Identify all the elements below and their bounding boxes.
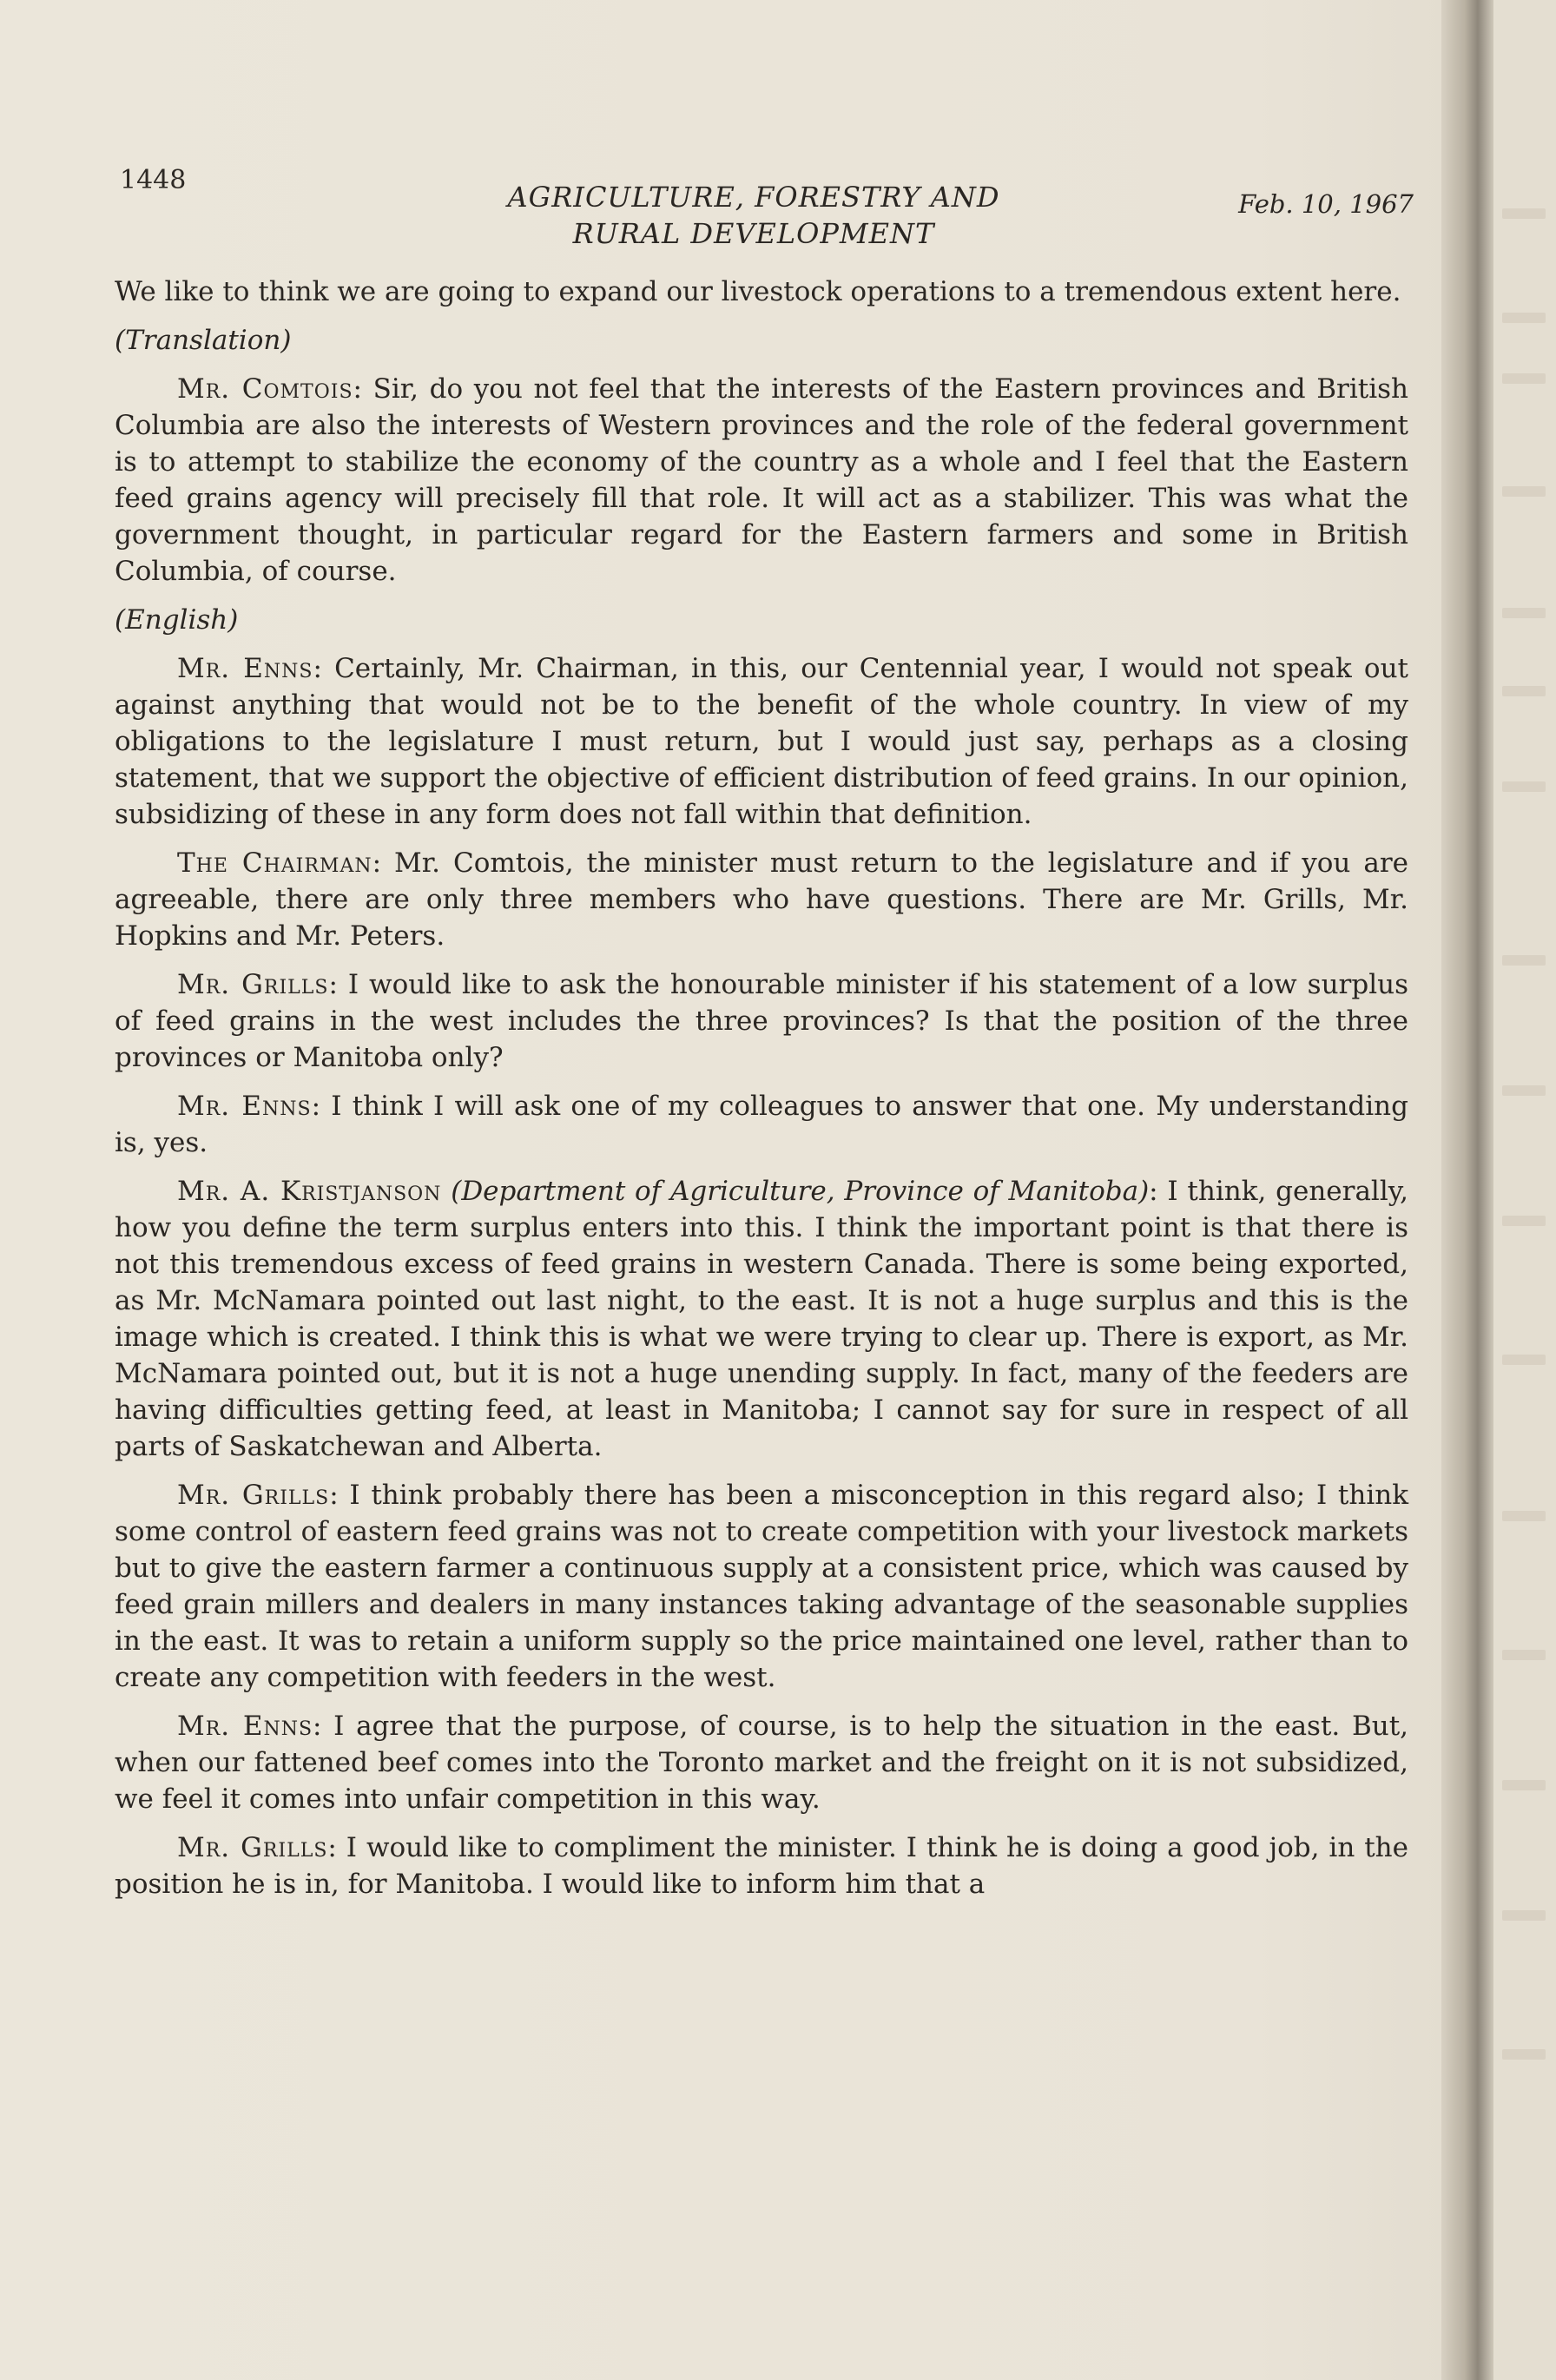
paragraph [115,845,1408,954]
paragraph [115,650,1408,833]
paragraph [115,1708,1408,1817]
running-title [485,179,1023,252]
page-number: 1448 [120,165,187,195]
paragraph [115,966,1408,1076]
book-gutter-shadow [1441,0,1493,2380]
speaker-name: Mr. A. Kristjanson [177,1176,442,1207]
paragraph [115,371,1408,590]
speech-text: : Certainly, Mr. Chairman, in this, our Centennial year, I would not speak out against anything that would not be to the benefit of the whole country. In view of my obligations to the legislature I must return, but I would just say, perhaps as a closing statement, that we support the objective of efficient distribution of feed grains. In our opinion, subsidizing of these in any form does not fall within that definition. [115,653,1408,830]
speaker-name: Mr. Enns [177,1711,313,1742]
bleed-through-mark [1502,313,1546,323]
paragraph [115,1477,1408,1696]
bleed-through-mark [1502,1511,1546,1521]
paragraph: We like to think we are going to expand our livestock operations to a tremendous extent here. [115,276,1401,307]
speaker-name: Mr. Grills [177,969,329,1000]
speech-text: : I think probably there has been a misconception in this regard also; I think some control of eastern feed grains was not to create competition with your livestock markets but to give the eastern farmer a continuous supply at a consistent price, which was caused by feed grain millers and dealers in many instances taking advantage of the seasonable supplies in the east. It was to retain a uniform supply so the price maintained one level, rather than to create any competition with feeders in the west. [115,1480,1408,1693]
transcript-body [115,274,1408,1915]
speaker-name: Mr. Enns [177,1091,312,1122]
running-title-line-1: AGRICULTURE, FORESTRY AND [507,181,1000,214]
speaker-name: Mr. Grills [177,1832,328,1863]
bleed-through-mark [1502,1085,1546,1096]
speaker-name: Mr. Comtois [177,373,353,405]
bleed-through-mark [1502,1216,1546,1226]
language-marker: (English) [115,604,239,636]
facing-page-edge [1493,0,1556,2380]
bleed-through-mark [1502,1780,1546,1790]
speech-text: : Sir, do you not feel that the interests of the Eastern provinces and British Columbia are also the interests of Western provinces and the role of the federal government is to attempt to stabilize the economy of the country as a whole and I feel that the Eastern feed grains agency will precisely fill that role. It will act as a stabilizer. This was what the government thought, in particular regard for the Eastern farmers and some in British Columbia, of course. [115,373,1408,587]
bleed-through-mark [1502,1650,1546,1660]
paragraph [115,1830,1408,1902]
running-title-line-2: RURAL DEVELOPMENT [572,217,935,250]
bleed-through-mark [1502,1355,1546,1365]
speaker-name: The Chairman [177,847,373,879]
bleed-through-mark [1502,1910,1546,1921]
bleed-through-mark [1502,781,1546,792]
bleed-through-mark [1502,955,1546,966]
bleed-through-mark [1502,686,1546,696]
speaker-affiliation: (Department of Agriculture, Province of Manitoba) [451,1176,1150,1207]
speaker-name: Mr. Enns [177,653,313,684]
speaker-name: Mr. Grills [177,1480,330,1511]
speech-text: : I think, generally, how you define the term surplus enters into this. I think the important point is that there is not this tremendous excess of feed grains in western Canada. There is some being exported, as Mr. McNamara pointed out last night, to the east. It is not a huge surplus and this is the image which is created. I think this is what we were trying to clear up. There is export, as Mr. McNamara pointed out, but it is not a huge unending supply. In fact, many of the feeders are having difficulties getting feed, at least in Manitoba; I cannot say for sure in respect of all parts of Saskatchewan and Alberta. [115,1176,1409,1462]
speech-text: : I think I will ask one of my colleagues to answer that one. My understanding is, yes. [115,1091,1408,1158]
bleed-through-mark [1502,208,1546,219]
bleed-through-mark [1502,486,1546,497]
language-marker: (Translation) [115,325,292,356]
bleed-through-mark [1502,373,1546,384]
bleed-through-mark [1502,2049,1546,2060]
speech-text: : I would like to compliment the minister. I think he is doing a good job, in the position he is in, for Manitoba. I would like to inform him that a [115,1832,1408,1900]
header-date: Feb. 10, 1967 [1238,189,1414,219]
speech-text: : I would like to ask the honourable minister if his statement of a low surplus of feed grains in the west includes the three provinces? Is that the position of the three provinces or Manitoba only? [115,969,1408,1073]
running-header [120,165,1414,260]
paragraph [115,1173,1408,1465]
paragraph [115,1088,1408,1161]
speech-text: : I agree that the purpose, of course, is to help the situation in the east. But, when our fattened beef comes into the Toronto market and the freight on it is not subsidized, we feel it comes into unfair competition in this way. [115,1711,1409,1815]
speech-text: : Mr. Comtois, the minister must return to the legislature and if you are agreeable, there are only three members who have questions. There are Mr. Grills, Mr. Hopkins and Mr. Peters. [115,847,1408,952]
bleed-through-mark [1502,608,1546,618]
